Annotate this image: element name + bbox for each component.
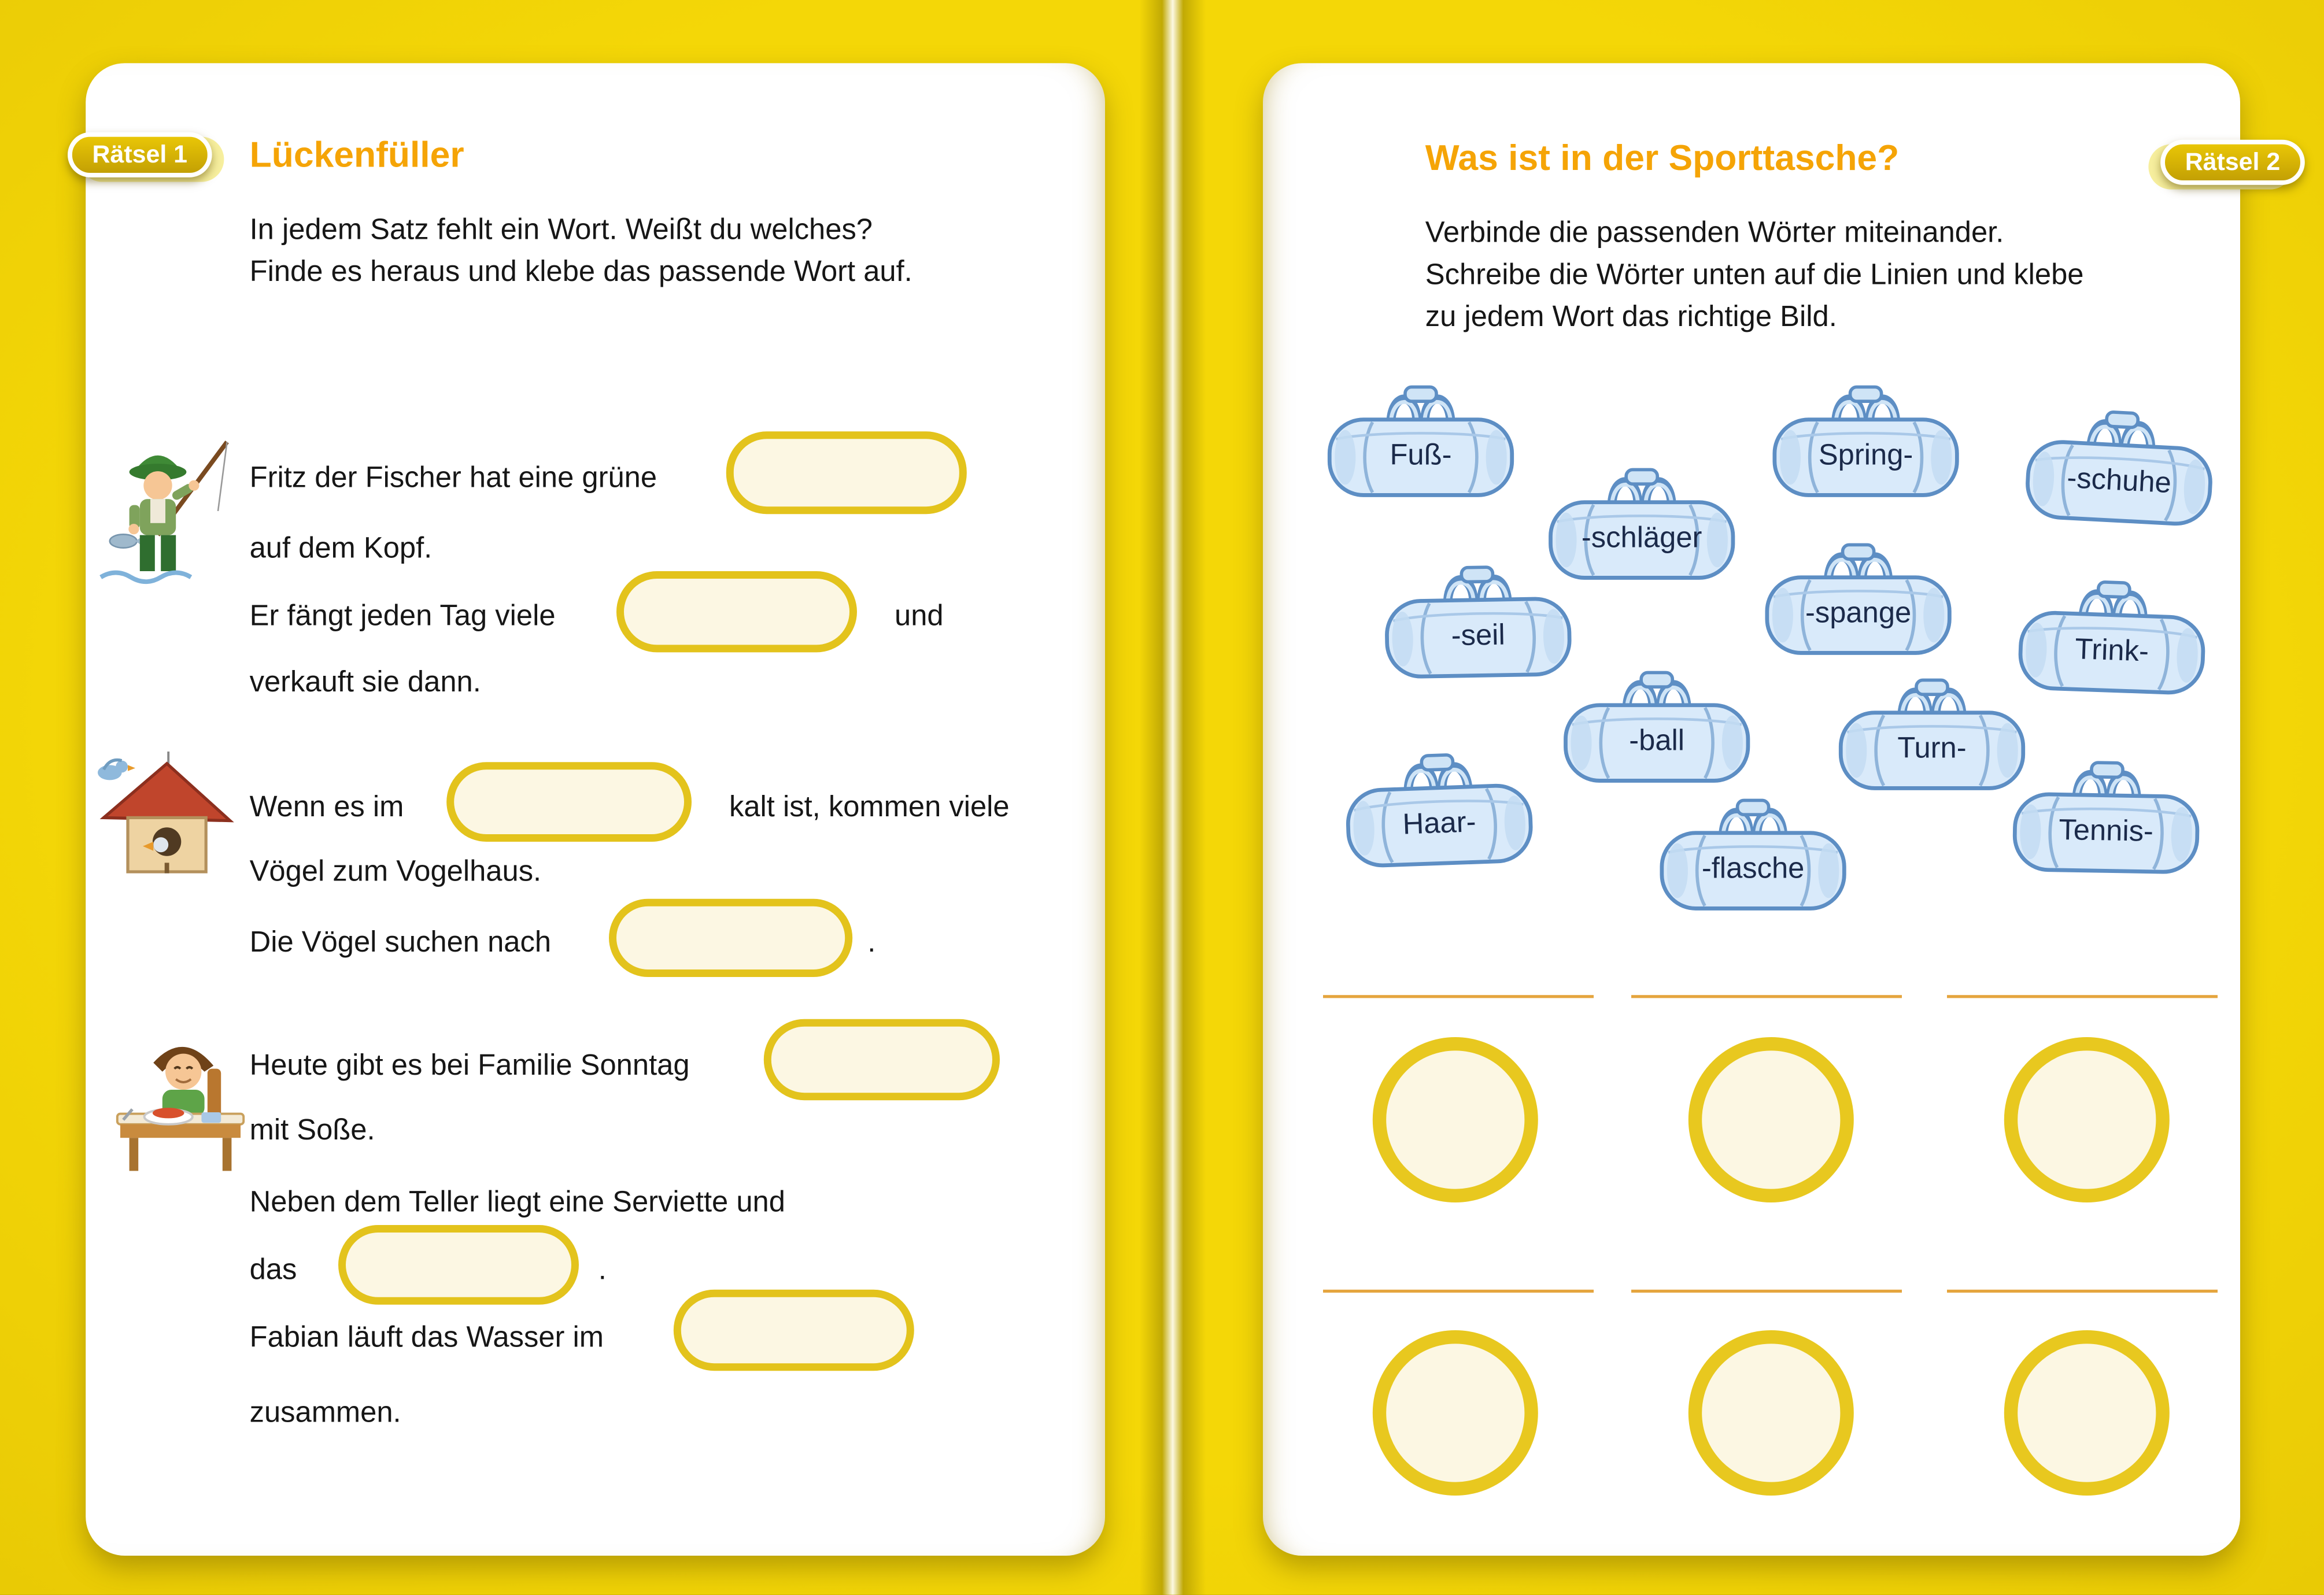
word-bag[interactable] bbox=[2019, 401, 2220, 531]
sentence-text: Wenn es im bbox=[249, 790, 404, 824]
word-bag-label: -flasche bbox=[1701, 852, 1805, 886]
word-bag[interactable] bbox=[1656, 794, 1851, 914]
sentence-text: kalt ist, kommen viele bbox=[729, 790, 1010, 824]
answer-blank[interactable] bbox=[446, 762, 692, 842]
sentence-text: zusammen. bbox=[249, 1396, 401, 1430]
instruction-line: Finde es heraus und klebe das passende Wort auf. bbox=[249, 255, 912, 289]
sentence-text: das bbox=[249, 1253, 297, 1287]
word-bag[interactable] bbox=[1559, 666, 1754, 786]
word-bag-label: -schuhe bbox=[2066, 461, 2172, 501]
word-bag[interactable] bbox=[1379, 559, 1577, 683]
answer-blank[interactable] bbox=[726, 431, 967, 514]
book-spine bbox=[1140, 0, 1206, 1595]
word-bag[interactable] bbox=[1323, 380, 1518, 501]
sentence-text: Heute gibt es bei Familie Sonntag bbox=[249, 1049, 690, 1082]
answer-blank[interactable] bbox=[609, 899, 852, 977]
word-bag-label: Trink- bbox=[2074, 632, 2149, 669]
word-bag[interactable] bbox=[1834, 673, 2030, 794]
sentence-text: und bbox=[895, 599, 944, 633]
sentence-text: mit Soße. bbox=[249, 1113, 375, 1147]
instruction-line: In jedem Satz fehlt ein Wort. Weißt du welches? bbox=[249, 213, 873, 247]
paste-circle[interactable] bbox=[1373, 1037, 1538, 1202]
paste-circle[interactable] bbox=[2004, 1037, 2170, 1202]
answer-line[interactable] bbox=[1631, 1290, 1902, 1293]
word-bag-label: -seil bbox=[1451, 619, 1506, 653]
sentence-text: auf dem Kopf. bbox=[249, 532, 433, 565]
paste-circle[interactable] bbox=[1688, 1037, 1854, 1202]
instruction-line: Schreibe die Wörter unten auf die Linien und klebe bbox=[1425, 258, 2084, 292]
word-bag-label: -ball bbox=[1629, 724, 1685, 758]
sentence-text: Die Vögel suchen nach bbox=[249, 926, 552, 959]
answer-line[interactable] bbox=[1631, 995, 1902, 998]
answer-line[interactable] bbox=[1323, 995, 1594, 998]
word-bag[interactable] bbox=[1339, 745, 1539, 872]
sentence-text: . bbox=[867, 926, 876, 959]
word-bag-label: Turn- bbox=[1897, 732, 1967, 765]
sentence-text: Fabian läuft das Wasser im bbox=[249, 1321, 604, 1355]
paste-circle[interactable] bbox=[1373, 1330, 1538, 1496]
sentence-text: Er fängt jeden Tag viele bbox=[249, 599, 556, 633]
paste-circle[interactable] bbox=[2004, 1330, 2170, 1496]
left-page bbox=[86, 63, 1105, 1556]
word-bag[interactable] bbox=[2008, 754, 2205, 878]
word-bag-label: Tennis- bbox=[2058, 813, 2154, 849]
answer-blank[interactable] bbox=[764, 1019, 1000, 1100]
word-bag-label: Haar- bbox=[1402, 805, 1477, 842]
paste-circle[interactable] bbox=[1688, 1330, 1854, 1496]
word-bag[interactable] bbox=[1768, 380, 1964, 501]
word-bag[interactable] bbox=[1761, 538, 1956, 658]
answer-blank[interactable] bbox=[338, 1225, 579, 1305]
badge-raetsel-1 bbox=[68, 132, 212, 177]
fisherman-illustration-icon bbox=[98, 436, 241, 598]
answer-line[interactable] bbox=[1947, 1290, 2218, 1293]
page-title: Lückenfüller bbox=[249, 135, 464, 176]
answer-line[interactable] bbox=[1323, 1290, 1594, 1293]
instruction-line: Verbinde die passenden Wörter miteinander. bbox=[1425, 216, 2004, 250]
sentence-text: verkauft sie dann. bbox=[249, 665, 481, 699]
instruction-line: zu jedem Wort das richtige Bild. bbox=[1425, 301, 1837, 334]
sentence-text: Neben dem Teller liegt eine Serviette und bbox=[249, 1186, 785, 1219]
birdhouse-illustration-icon bbox=[86, 752, 236, 902]
right-page bbox=[1263, 63, 2281, 1556]
word-bag[interactable] bbox=[2012, 572, 2212, 700]
badge-label: Rätsel 1 bbox=[68, 132, 212, 177]
word-bag-label: Fuß- bbox=[1390, 439, 1452, 472]
answer-blank[interactable] bbox=[674, 1290, 914, 1371]
answer-blank[interactable] bbox=[616, 571, 857, 652]
answer-line[interactable] bbox=[1947, 995, 2218, 998]
sentence-text: Vögel zum Vogelhaus. bbox=[249, 855, 542, 889]
word-bag-label: -spange bbox=[1805, 597, 1912, 630]
badge-raetsel-2 bbox=[2160, 140, 2305, 185]
boy-eating-illustration-icon bbox=[108, 1030, 251, 1180]
sentence-text: Fritz der Fischer hat eine grüne bbox=[249, 461, 657, 495]
badge-label: Rätsel 2 bbox=[2160, 140, 2305, 185]
word-bag-label: Spring- bbox=[1818, 439, 1913, 472]
sentence-text: . bbox=[598, 1253, 607, 1287]
page-title: Was ist in der Sporttasche? bbox=[1425, 138, 1900, 179]
word-bag-label: -schläger bbox=[1581, 521, 1702, 555]
